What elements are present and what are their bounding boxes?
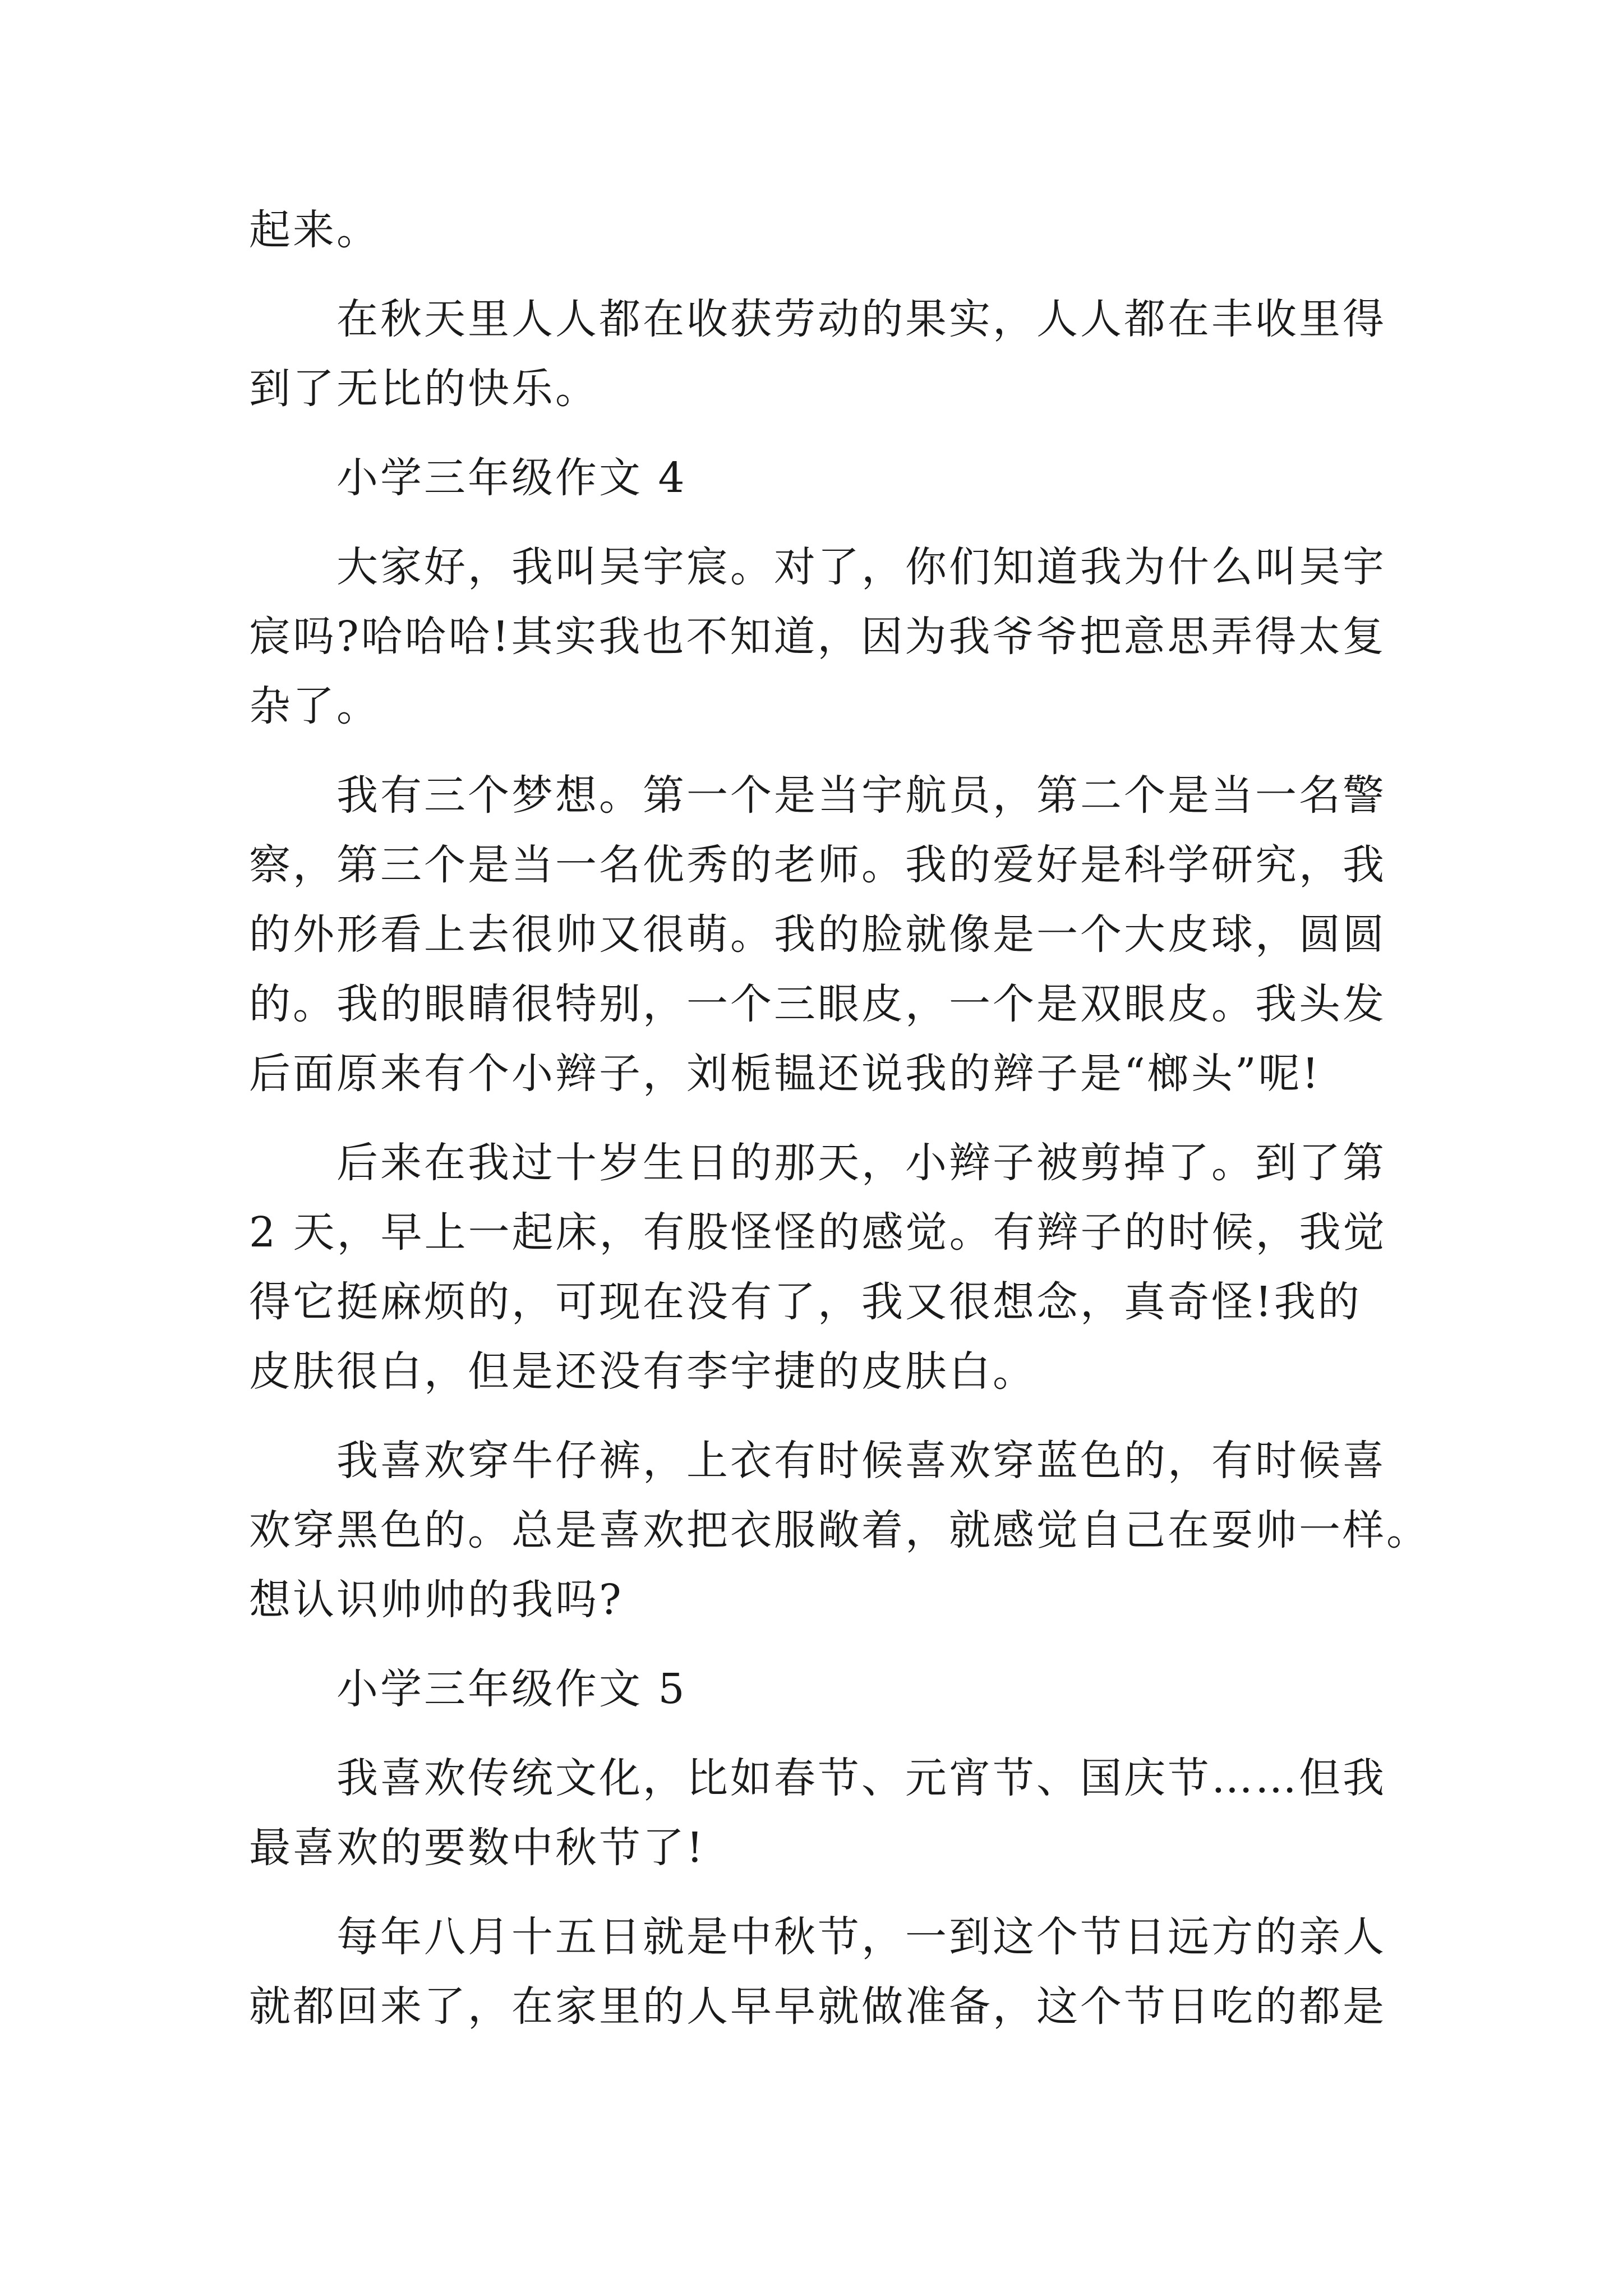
text-line: 大家好，我叫吴宇宸。对了，你们知道我为什么叫吴宇 [336,543,1386,591]
paragraph-2 [249,284,1393,424]
section-title: 小学三年级作文 4 [336,454,687,502]
paragraph-1 [249,195,1393,265]
section-title: 小学三年级作文 5 [336,1665,687,1713]
text-line: 的外形看上去很帅又很萌。我的脸就像是一个大皮球，圆圆 [249,910,1386,959]
paragraph-5 [249,1128,1393,1406]
text-line: 宸吗?哈哈哈!其实我也不知道，因为我爷爷把意思弄得太复 [249,613,1386,661]
text-line: 后面原来有个小辫子，刘栀韫还说我的辫子是“榔头”呢! [249,1050,1321,1098]
text-line: 欢穿黑色的。总是喜欢把衣服敞着，就感觉自己在耍帅一样。 [249,1506,1430,1554]
text-line: 皮肤很白，但是还没有李宇捷的皮肤白。 [249,1347,1036,1396]
text-line: 的。我的眼睛很特别，一个三眼皮，一个是双眼皮。我头发 [249,980,1386,1028]
text-line: 就都回来了，在家里的人早早就做准备，这个节日吃的都是 [249,1982,1386,2031]
paragraph-6 [249,1426,1430,1635]
text-line: 2 天，早上一起床，有股怪怪的感觉。有辫子的时候，我觉 [249,1208,1387,1257]
paragraph-4 [249,761,1393,1108]
paragraph-7 [249,1743,1393,1883]
text-line: 察，第三个是当一名优秀的老师。我的爱好是科学研究，我 [249,841,1386,889]
section-heading-4 [249,443,1393,513]
text-line: 起来。 [249,206,380,254]
text-line: 到了无比的快乐。 [249,365,599,413]
text-line: 后来在我过十岁生日的那天，小辫子被剪掉了。到了第 [336,1139,1386,1187]
document-body [249,195,1430,2041]
section-heading-5 [249,1654,1393,1724]
paragraph-3 [249,532,1393,741]
text-line: 想认识帅帅的我吗? [249,1576,624,1624]
text-line: 每年八月十五日就是中秋节，一到这个节日远方的亲人 [336,1913,1386,1961]
text-line: 杂了。 [249,682,380,730]
text-line: 得它挺麻烦的，可现在没有了，我又很想念，真奇怪!我的 [249,1278,1362,1326]
text-line: 我喜欢传统文化，比如春节、元宵节、国庆节……但我 [336,1754,1386,1802]
text-line: 我有三个梦想。第一个是当宇航员，第二个是当一名警 [336,771,1386,820]
text-line: 在秋天里人人都在收获劳动的果实，人人都在丰收里得 [336,295,1386,343]
text-line: 我喜欢穿牛仔裤，上衣有时候喜欢穿蓝色的，有时候喜 [336,1437,1386,1485]
paragraph-8 [249,1902,1393,2041]
text-line: 最喜欢的要数中秋节了! [249,1824,706,1872]
